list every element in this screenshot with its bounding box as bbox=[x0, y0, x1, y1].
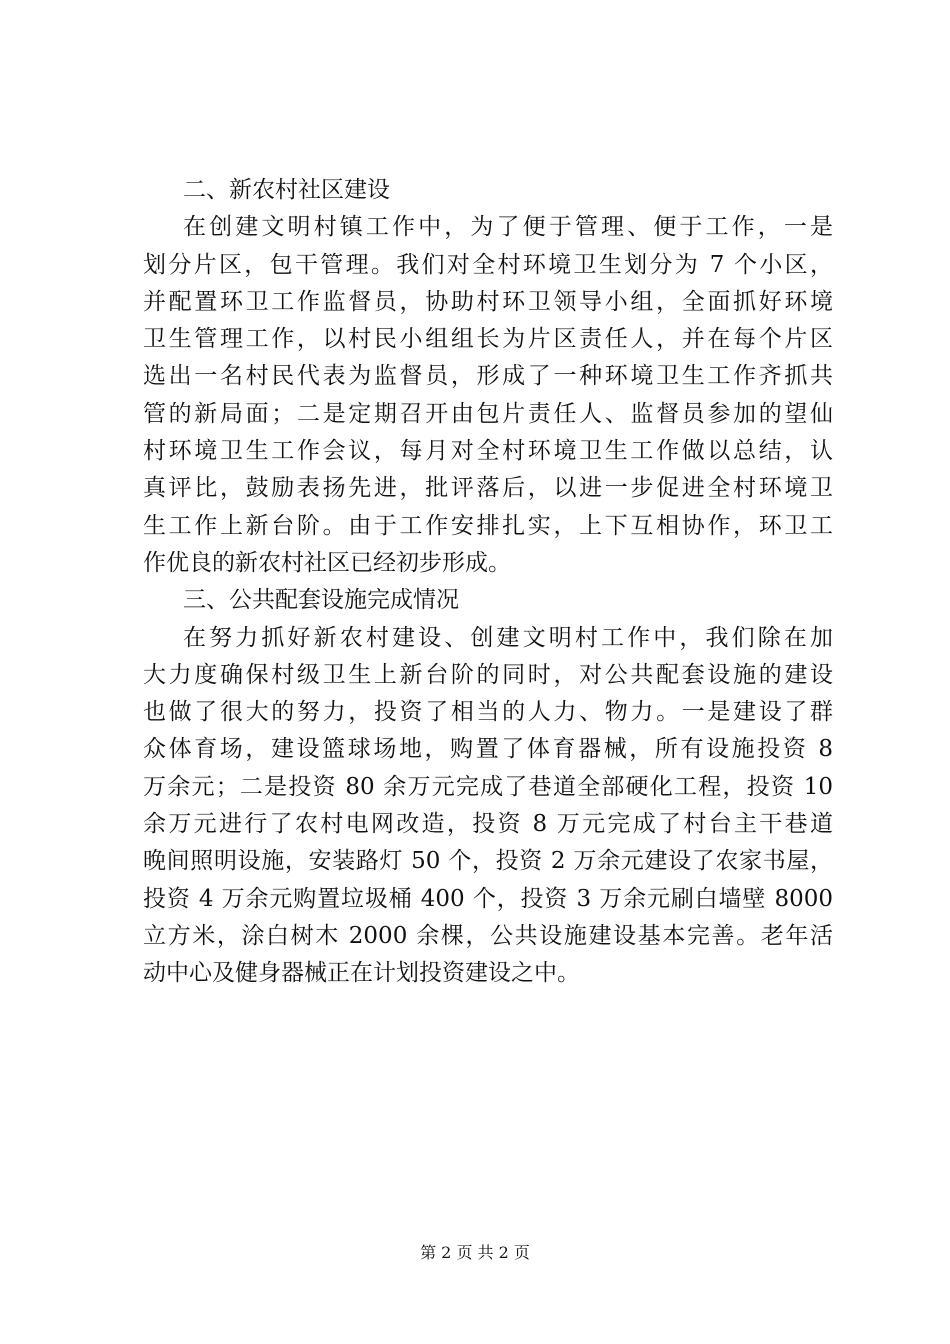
text-line: 余万元进行了农村电网改造，投资 8 万元完成了村台主干巷道 bbox=[143, 811, 833, 838]
page-footer: 第 2 页 共 2 页 bbox=[420, 1243, 530, 1262]
text-line: 三、公共配套设施完成情况 bbox=[183, 587, 459, 614]
text-line: 卫生管理工作，以村民小组组长为片区责任人，并在每个片区 bbox=[143, 326, 833, 353]
text-line: 动中心及健身器械正在计划投资建设之中。 bbox=[143, 960, 580, 987]
document-body bbox=[143, 172, 833, 993]
text-line: 生工作上新台阶。由于工作安排扎实，上下互相协作，环卫工 bbox=[143, 512, 833, 539]
text-line: 也做了很大的努力，投资了相当的人力、物力。一是建设了群 bbox=[143, 699, 833, 726]
text-line: 二、新农村社区建设 bbox=[183, 177, 390, 203]
text-line: 万余元；二是投资 80 余万元完成了巷道全部硬化工程，投资 10 bbox=[143, 773, 833, 800]
text-line: 作优良的新农村社区已经初步形成。 bbox=[143, 549, 511, 576]
text-line: 晚间照明设施，安装路灯 50 个，投资 2 万余元建设了农家书屋， bbox=[143, 848, 833, 875]
text-line: 在努力抓好新农村建设、创建文明村工作中，我们除在加 bbox=[183, 624, 833, 651]
text-line: 投资 4 万余元购置垃圾桶 400 个，投资 3 万余元刷白墙壁 8000 bbox=[143, 885, 833, 912]
text-line: 立方米，涂白树木 2000 余棵，公共设施建设基本完善。老年活 bbox=[143, 922, 833, 949]
text-line: 在创建文明村镇工作中，为了便于管理、便于工作，一是 bbox=[183, 214, 833, 241]
text-line: 村环境卫生工作会议，每月对全村环境卫生工作做以总结，认 bbox=[143, 438, 833, 465]
text-line: 并配置环卫工作监督员，协助村环卫领导小组，全面抓好环境 bbox=[143, 288, 833, 315]
text-line: 真评比，鼓励表扬先进，批评落后，以进一步促进全村环境卫 bbox=[143, 475, 833, 502]
text-line: 划分片区，包干管理。我们对全村环境卫生划分为 7 个小区， bbox=[143, 251, 833, 278]
text-line: 众体育场，建设篮球场地，购置了体育器械，所有设施投资 8 bbox=[143, 736, 833, 763]
text-line: 大力度确保村级卫生上新台阶的同时，对公共配套设施的建设 bbox=[143, 661, 833, 688]
text-line: 管的新局面；二是定期召开由包片责任人、监督员参加的望仙 bbox=[143, 400, 833, 427]
text-line: 选出一名村民代表为监督员，形成了一种环境卫生工作齐抓共 bbox=[143, 363, 833, 390]
